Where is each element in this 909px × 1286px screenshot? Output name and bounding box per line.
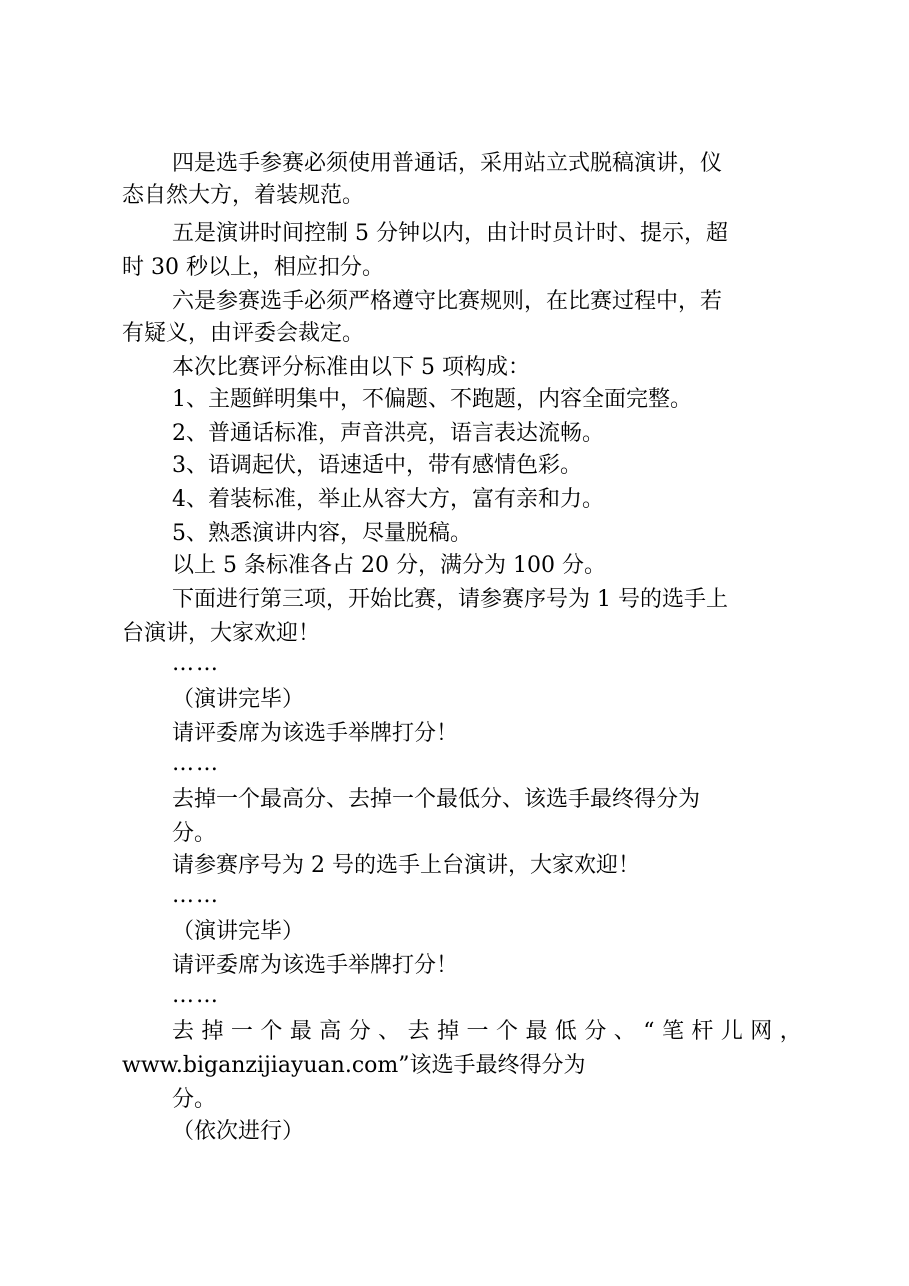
paragraph-line: 请评委席为该选手举牌打分！ [172,953,459,978]
paragraph-line: 态自然大方，着装规范。 [122,183,365,208]
ellipsis-line: …… [172,651,220,676]
paragraph-line: 五是演讲时间控制 5 分钟以内，由计时员计时、提示，超 [172,221,728,246]
list-item: 1、主题鲜明集中，不偏题、不跑题，内容全面完整。 [172,387,692,412]
paragraph-line-justified: 去 掉 一 个 最 高 分 、 去 掉 一 个 最 低 分 、 “ 笔 杆 儿 网 ， [172,1019,802,1044]
paragraph-line: 台演讲，大家欢迎！ [122,621,321,646]
paragraph-line: 下面进行第三项，开始比赛，请参赛序号为 1 号的选手上 [172,587,728,612]
paragraph-line-url: www.biganzijiayuan.com”该选手最终得分为 [122,1053,586,1078]
paragraph-line: 请参赛序号为 2 号的选手上台演讲，大家欢迎！ [172,853,640,878]
paragraph-line: 请评委席为该选手举牌打分！ [172,721,459,746]
list-item: 2、普通话标准，声音洪亮，语言表达流畅。 [172,421,604,446]
paragraph-line: 本次比赛评分标准由以下 5 项构成： [172,355,530,380]
paragraph-line: 时 30 秒以上，相应扣分。 [122,255,384,280]
list-item: 5、熟悉演讲内容，尽量脱稿。 [172,521,472,546]
ellipsis-line: …… [172,883,220,908]
paragraph-line: 分。 [172,1087,217,1112]
list-item: 4、着装标准，举止从容大方，富有亲和力。 [172,487,604,512]
list-item: 3、语调起伏，语速适中，带有感情色彩。 [172,453,582,478]
paragraph-line: 四是选手参赛必须使用普通话，采用站立式脱稿演讲，仪 [172,151,723,176]
paragraph-line: 分。 [172,821,217,846]
paragraph-line: 去掉一个最高分、去掉一个最低分、该选手最终得分为 [172,787,701,812]
stage-direction: （演讲完毕） [172,687,305,712]
paragraph-line: 以上 5 条标准各占 20 分，满分为 100 分。 [172,553,606,578]
paragraph-line: 六是参赛选手必须严格遵守比赛规则，在比赛过程中，若 [172,289,723,314]
stage-direction: （依次进行） [172,1119,305,1144]
stage-direction: （演讲完毕） [172,919,305,944]
ellipsis-line: …… [172,751,220,776]
ellipsis-line: …… [172,983,220,1008]
paragraph-line: 有疑义，由评委会裁定。 [122,321,365,346]
